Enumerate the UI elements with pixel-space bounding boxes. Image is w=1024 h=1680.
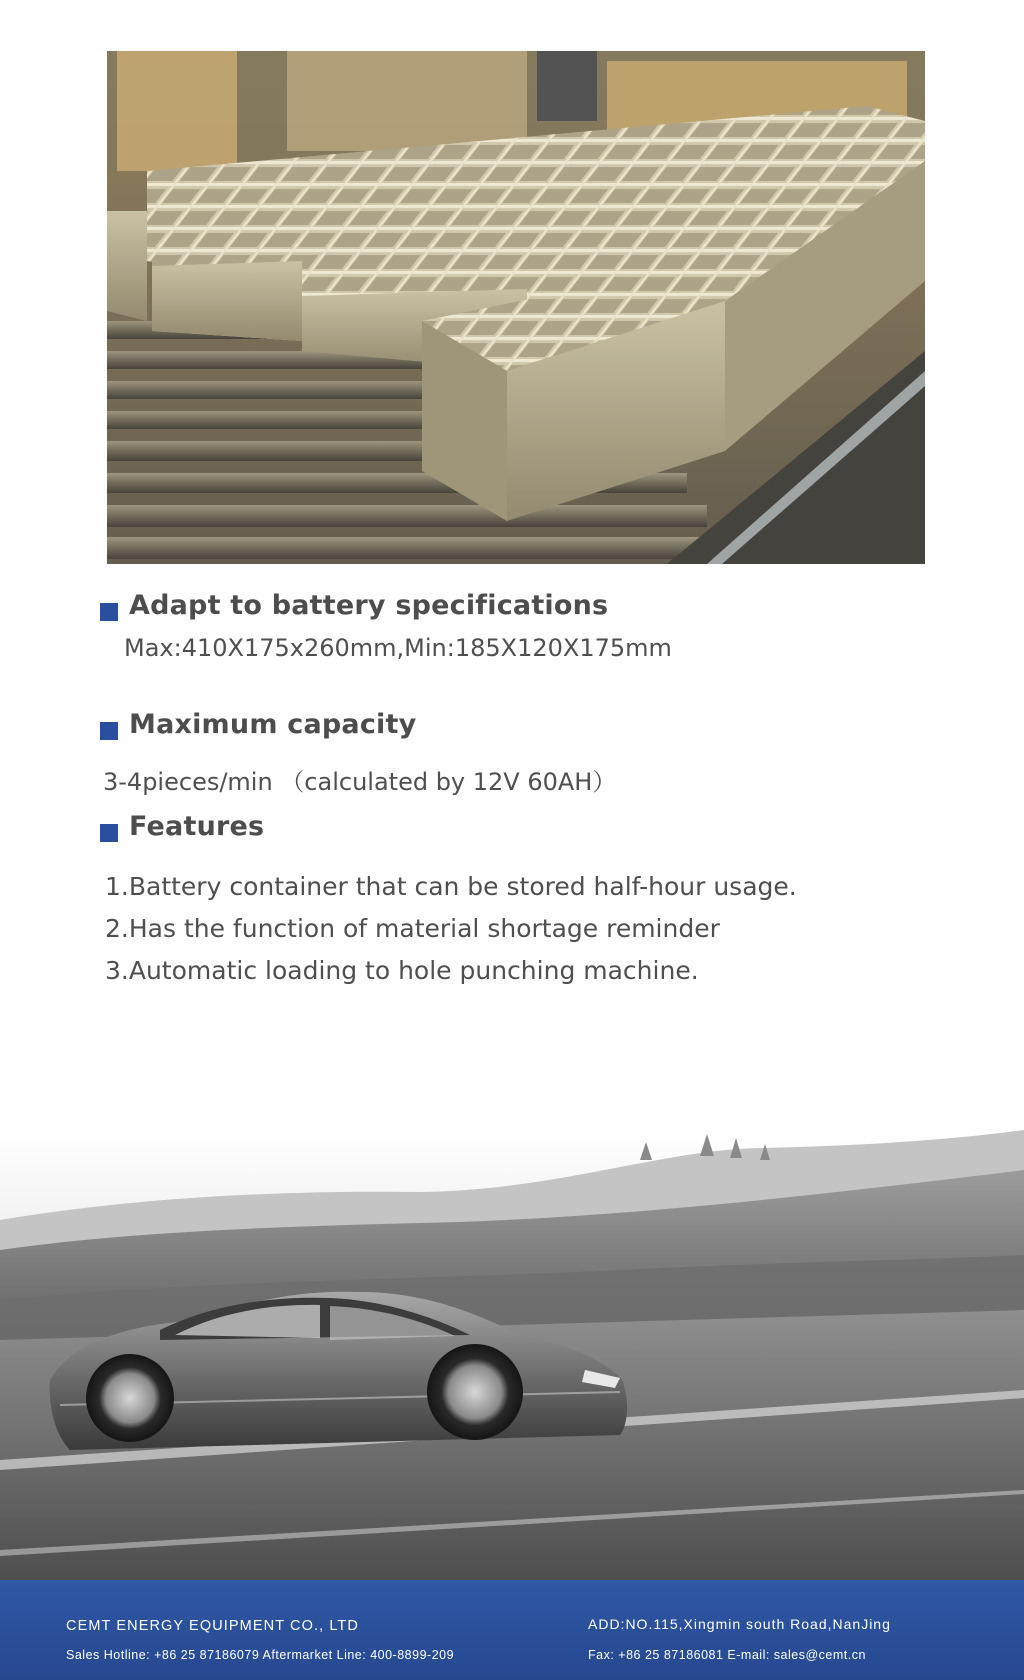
specs-value: Max:410X175x260mm,Min:185X120X175mm [124,634,672,662]
features-bullet [100,824,118,842]
features-list [105,866,797,992]
footer-contact: Fax: +86 25 87186081 E-mail: sales@cemt.cn [588,1648,866,1662]
capacity-heading: Maximum capacity [129,709,417,740]
feature-item: 1.Battery container that can be stored half-hour usage. [105,872,797,901]
feature-item: 2.Has the function of material shortage reminder [105,914,720,943]
footer-hotline: Sales Hotline: +86 25 87186079 Aftermarket Line: 400-8899-209 [66,1648,455,1662]
product-photo [107,51,925,564]
car-banner-image [0,1130,1024,1580]
specs-heading: Adapt to battery specifications [129,590,609,621]
capacity-bullet [100,722,118,740]
feature-item: 3.Automatic loading to hole punching machine. [105,956,699,985]
footer-company: CEMT ENERGY EQUIPMENT CO., LTD [66,1618,359,1634]
features-heading: Features [129,811,265,842]
footer [0,1580,1024,1680]
footer-address: ADD:NO.115,Xingmin south Road,NanJing [588,1616,891,1632]
specs-bullet [100,603,118,621]
capacity-value: 3-4pieces/min （calculated by 12V 60AH） [103,768,617,796]
